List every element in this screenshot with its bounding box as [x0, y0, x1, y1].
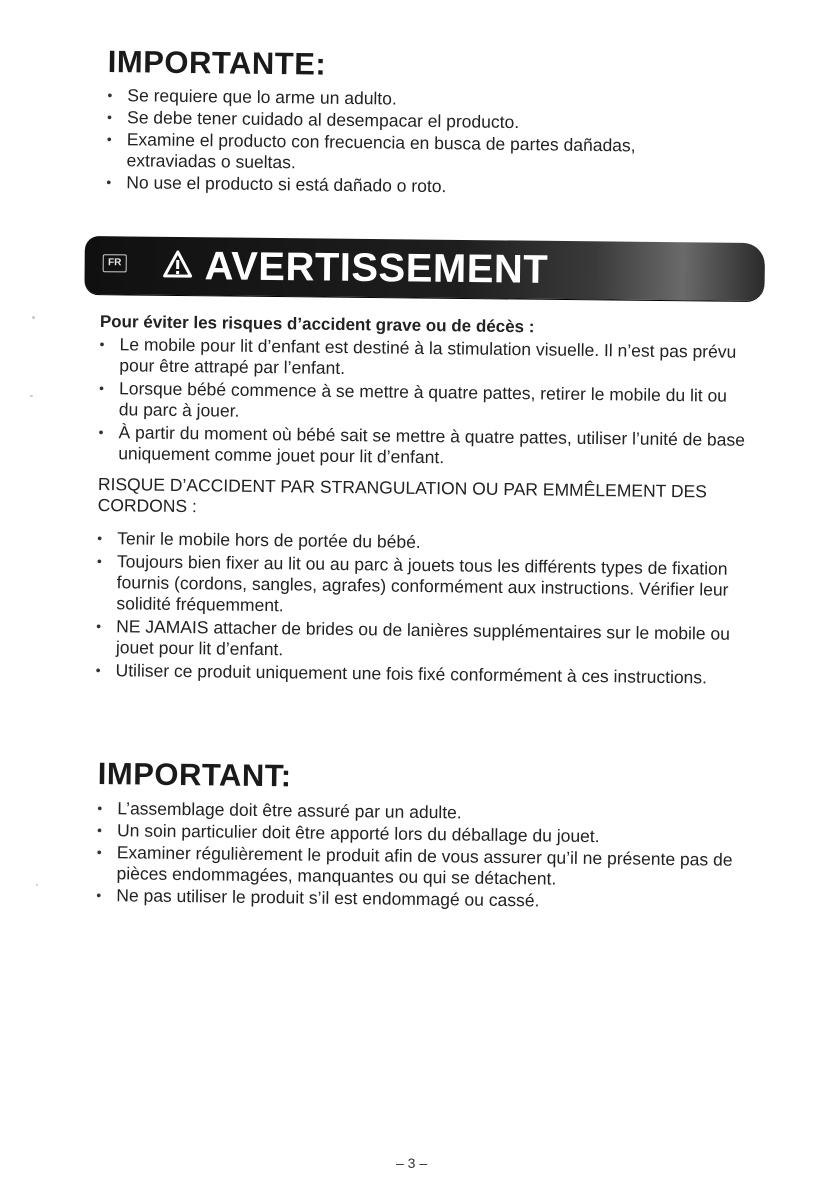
warning-banner [84, 236, 765, 301]
section-heading: IMPORTANT: [97, 756, 292, 794]
list-item: • Lorsque bébé commence à se mettre à quatre pattes, retirer le mobile du lit ou du parc à jouer. [99, 378, 749, 428]
list-item: • L’assemblage doit être assuré par un adulte. [97, 798, 777, 827]
section-heading: IMPORTANTE: [107, 44, 327, 82]
scan-speck [36, 884, 38, 886]
bullet-list [95, 528, 767, 689]
bullet-list [96, 798, 777, 914]
french-important-section [96, 756, 778, 915]
list-item: • Ne pas utiliser le produit s’il est endommagé ou cassé. [96, 885, 776, 914]
list-item: • Le mobile pour lit d’enfant est destiné à la stimulation visuelle. Il n’est pas prévu pour être attrapé par l’enfant. [99, 334, 749, 384]
list-item: • NE JAMAIS attacher de brides ou de lanières supplémentaires sur le mobile ou jouet pour lit d’enfant. [96, 616, 736, 666]
list-item: • Tenir le mobile hors de portée du bébé. [97, 528, 767, 557]
list-item: • Examine el producto con frecuencia en busca de partes dañadas, extraviadas o sueltas. [106, 129, 726, 179]
list-item: • Se requiere que lo arme un adulto. [107, 85, 747, 114]
list-item: • À partir du moment où bébé sait se mettre à quatre pattes, utiliser l’unité de base uniquement comme jouet pour lit d’enfant. [98, 422, 768, 472]
scan-speck [30, 395, 33, 397]
scan-speck [32, 316, 35, 319]
warning-triangle-icon [163, 249, 193, 279]
list-item: • Un soin particulier doit être apporté lors du déballage du jouet. [97, 820, 777, 849]
page-number: – 3 – [396, 1155, 428, 1171]
french-warning-section [95, 312, 769, 691]
warning-title: AVERTISSEMENT [204, 244, 549, 292]
language-badge: FR [103, 254, 127, 272]
bullet-list [106, 85, 747, 201]
warning-lead: Pour éviter les risques d’accident grave ou de décès : [99, 312, 535, 337]
list-item: • Se debe tener cuidado al desempacar el producto. [107, 107, 747, 136]
spanish-important-section [106, 44, 748, 202]
list-item: • Utiliser ce produit uniquement une fois fixé conformément à ces instructions. [95, 660, 715, 689]
risk-heading: RISQUE D’ACCIDENT PAR STRANGULATION OU PAR EMMÊLEMENT DES CORDONS : [97, 473, 708, 517]
bullet-list [98, 334, 770, 472]
list-item: • No use el producto si está dañado o roto. [106, 172, 746, 201]
list-item: • Toujours bien fixer au lit ou au parc à jouets tous les différents types de fixation fournis (cordons, sangles, agrafes) conformément aux instructions. Vérifier leur solidité fréquemment. [96, 551, 757, 622]
list-item: • Examiner régulièrement le produit afin de vous assurer qu’il ne présente pas de pièces endommagées, manquantes ou qui se détachent. [96, 842, 766, 892]
